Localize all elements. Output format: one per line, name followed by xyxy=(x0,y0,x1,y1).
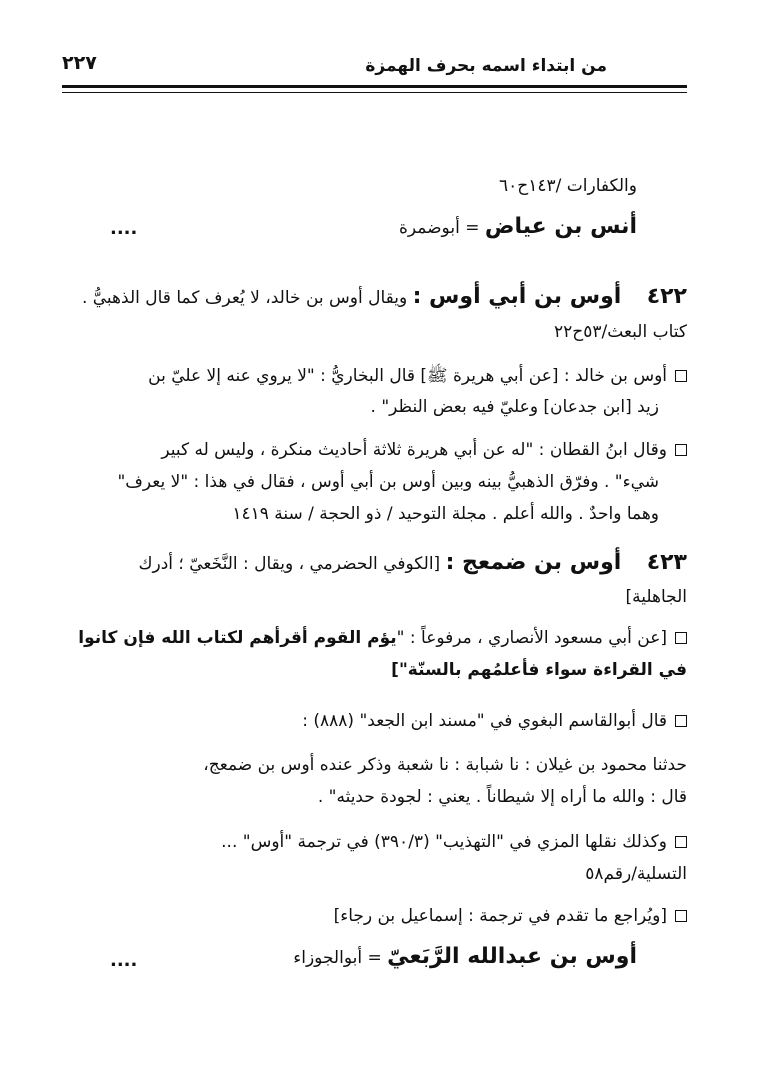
ellipsis-marker: .... xyxy=(110,950,138,971)
square-bullet-icon xyxy=(675,910,687,922)
hadith-text-line: في القراءة سواء فأعلمُهم بالسنّة"] xyxy=(391,660,687,680)
square-bullet-icon xyxy=(675,370,687,382)
entry-423-heading xyxy=(70,550,687,575)
source-line: كتاب البعث/٥٣ح٢٢ xyxy=(554,322,687,342)
paragraph-text: قال أبوالقاسم البغوي في "مسند ابن الجعد" (٨٨٨) : xyxy=(302,711,667,731)
entry-text: ويقال أوس بن خالد، لا يُعرف كما قال الذهبيُّ . xyxy=(81,288,408,308)
entry-number: ٤٢٣ xyxy=(646,550,687,575)
cross-reference-target: = أبوالجوزاء xyxy=(293,948,382,968)
running-header-title: من ابتداء اسمه بحرف الهمزة xyxy=(365,56,607,76)
entry-number: ٤٢٢ xyxy=(646,284,687,309)
entry-text: [الكوفي الحضرمي ، ويقال : النَّخَعيّ ؛ أدرك xyxy=(138,554,441,574)
paragraph-line: وهما واحدٌ . والله أعلم . مجلة التوحيد / ذو الحجة / سنة ١٤١٩ xyxy=(232,504,659,524)
square-bullet-icon xyxy=(675,444,687,456)
paragraph-text: [عن أبي مسعود الأنصاري ، مرفوعاً : " xyxy=(396,628,667,648)
paragraph-text: أوس بن خالد : [عن أبي هريرة ﷺ] قال البخاريُّ : "لا يروي عنه إلا عليّ بن xyxy=(148,366,667,386)
reference-line: والكفارات /١٤٣ح٦٠ xyxy=(498,176,637,196)
page-number: ٢٢٧ xyxy=(62,52,97,74)
entry-422-heading xyxy=(70,284,687,309)
paragraph-line: الجاهلية] xyxy=(625,587,687,607)
paragraph-text: [ويُراجع ما تقدم في ترجمة : إسماعيل بن رجاء] xyxy=(333,906,667,926)
cross-reference-aws-rabai xyxy=(70,944,637,969)
paragraph-line xyxy=(70,628,687,648)
cross-reference-anas xyxy=(70,214,637,239)
narrator-name: أنس بن عياض xyxy=(484,214,637,239)
narrator-name: أوس بن عبدالله الرَّبَعيّ xyxy=(387,944,637,969)
ellipsis-marker: .... xyxy=(110,218,138,239)
paragraph-text: وقال ابنُ القطان : "له عن أبي هريرة ثلاثة أحاديث منكرة ، وليس له كبير xyxy=(161,440,667,460)
paragraph-line xyxy=(70,440,687,460)
paragraph-line: زيد [ابن جدعان] وعليّ فيه بعض النظر" . xyxy=(370,397,659,417)
hadith-text: يؤم القوم أقرأهم لكتاب الله فإن كانوا xyxy=(78,628,397,648)
square-bullet-icon xyxy=(675,715,687,727)
paragraph-line: قال : والله ما أراه إلا شيطاناً . يعني : لجودة حديثه" . xyxy=(317,787,687,807)
paragraph-text: وكذلك نقلها المزي في "التهذيب" (٣٩٠/٣) في ترجمة "أوس" ... xyxy=(221,832,667,852)
paragraph-line: شيء" . وفرّق الذهبيُّ بينه وبين أوس بن أبي أوس ، فقال في هذا : "لا يعرف" xyxy=(117,472,659,492)
paragraph-line xyxy=(70,832,687,852)
narrator-name: أوس بن ضمعج : xyxy=(445,550,622,575)
paragraph-line xyxy=(70,365,687,390)
header-rule-thick xyxy=(62,85,687,88)
square-bullet-icon xyxy=(675,632,687,644)
narrator-name: أوس بن أبي أوس : xyxy=(412,284,622,309)
header-rule-thin xyxy=(62,92,687,93)
paragraph-line: حدثنا محمود بن غيلان : نا شبابة : نا شعبة وذكر عنده أوس بن ضمعج، xyxy=(203,755,687,775)
square-bullet-icon xyxy=(675,836,687,848)
cross-reference-target: = أبوضمرة xyxy=(399,218,480,238)
paragraph-line xyxy=(70,906,687,926)
paragraph-line xyxy=(70,711,687,731)
source-line: التسلية/رقم٥٨ xyxy=(585,864,687,884)
